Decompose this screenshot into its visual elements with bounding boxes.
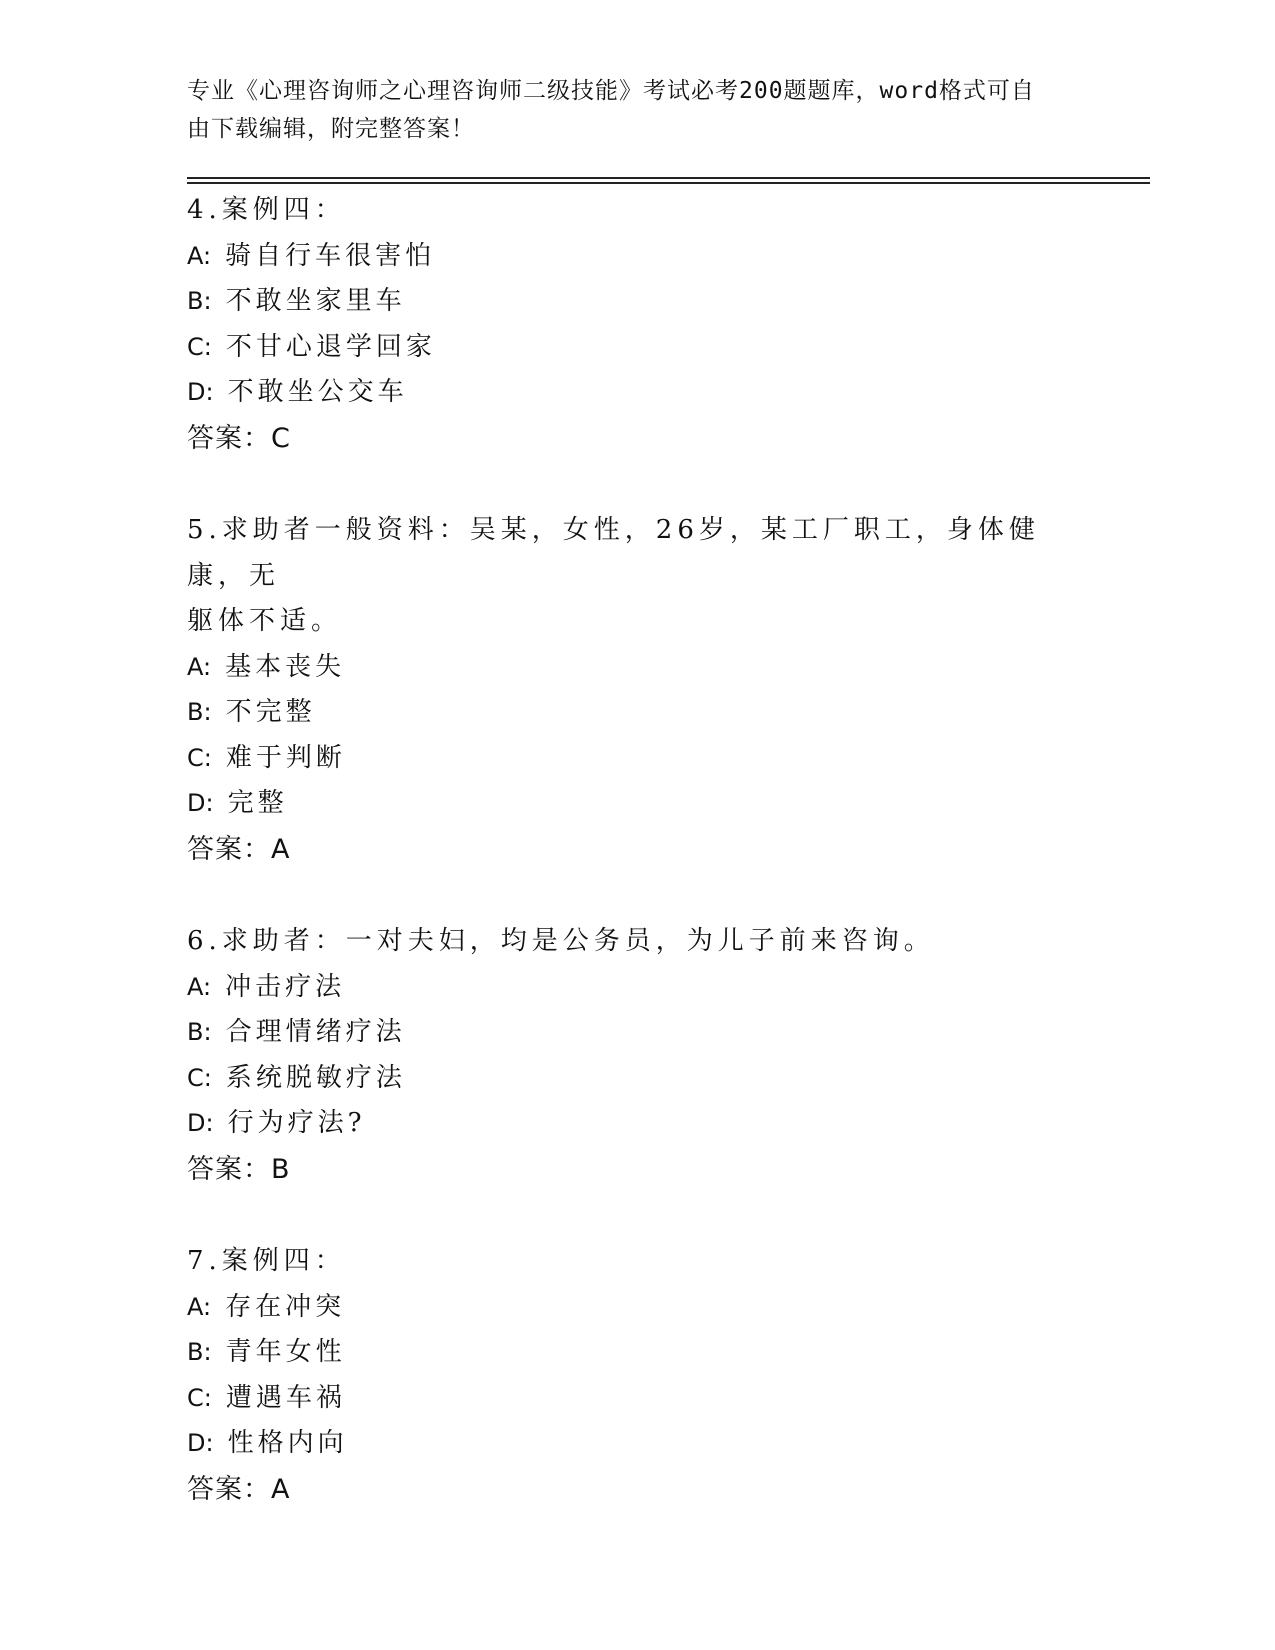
option-text: 难于判断 xyxy=(225,742,346,773)
option-text: 基本丧失 xyxy=(225,651,346,682)
option-text: 不敢坐公交车 xyxy=(227,377,408,407)
option-b xyxy=(187,1330,1067,1376)
question-6 xyxy=(187,919,1067,1192)
answer-line: 答案：A xyxy=(187,833,291,865)
option-letter: D: xyxy=(187,789,214,817)
option-letter: A: xyxy=(187,972,212,1001)
option-text: 存在冲突 xyxy=(225,1291,346,1322)
option-text: 青年女性 xyxy=(225,1337,346,1367)
answer-line: 答案：C xyxy=(187,422,291,454)
option-letter: B: xyxy=(187,698,212,726)
option-d xyxy=(187,781,1067,827)
option-d xyxy=(187,370,1067,416)
option-d xyxy=(187,1421,1067,1467)
option-text: 骑自行车很害怕 xyxy=(225,240,436,271)
option-text: 冲击疗法 xyxy=(225,971,346,1002)
option-c xyxy=(187,736,1067,782)
option-text: 系统脱敏疗法 xyxy=(225,1062,406,1093)
header-divider-bottom xyxy=(187,182,1150,184)
header-divider-top xyxy=(187,177,1150,179)
option-letter: A: xyxy=(187,1292,212,1321)
option-c xyxy=(187,325,1067,371)
option-letter: A: xyxy=(187,652,212,681)
option-letter: B: xyxy=(187,1018,212,1046)
question-4 xyxy=(187,188,1067,461)
option-letter: C: xyxy=(187,332,212,361)
question-list xyxy=(187,188,1067,1559)
header-line-1: 专业《心理咨询师之心理咨询师二级技能》考试必考200题题库，word格式可自 xyxy=(187,78,1035,104)
option-letter: C: xyxy=(187,743,212,772)
option-text: 不敢坐家里车 xyxy=(225,286,406,316)
option-text: 合理情绪疗法 xyxy=(225,1017,406,1047)
option-d xyxy=(187,1101,1067,1147)
question-stem: 6.求助者：一对夫妇，均是公务员，为儿子前来咨询。 xyxy=(187,926,935,956)
question-stem: 5.求助者一般资料：吴某，女性，26岁，某工厂职工，身体健康，无 xyxy=(187,515,1040,591)
option-c xyxy=(187,1056,1067,1102)
question-stem: 4.案例四： xyxy=(187,195,346,225)
option-letter: B: xyxy=(187,287,212,315)
option-a xyxy=(187,234,1067,280)
option-c xyxy=(187,1376,1067,1422)
answer-line: 答案：A xyxy=(187,1473,291,1505)
option-text: 性格内向 xyxy=(227,1428,348,1458)
option-b xyxy=(187,1010,1067,1056)
document-header xyxy=(187,72,1067,148)
option-text: 完整 xyxy=(227,788,288,818)
option-letter: A: xyxy=(187,241,212,270)
answer-line: 答案：B xyxy=(187,1153,291,1185)
option-a xyxy=(187,1285,1067,1331)
header-line-2: 由下载编辑，附完整答案！ xyxy=(187,116,475,142)
option-letter: D: xyxy=(187,1109,214,1137)
option-text: 行为疗法? xyxy=(227,1108,366,1138)
question-stem-continued: 躯体不适。 xyxy=(187,606,343,636)
question-stem: 7.案例四： xyxy=(187,1246,346,1276)
question-7 xyxy=(187,1239,1067,1512)
option-letter: D: xyxy=(187,378,214,406)
option-letter: B: xyxy=(187,1338,212,1366)
option-text: 不甘心退学回家 xyxy=(225,331,436,362)
option-b xyxy=(187,690,1067,736)
option-letter: C: xyxy=(187,1383,212,1412)
option-a xyxy=(187,645,1067,691)
option-text: 不完整 xyxy=(225,697,316,727)
option-letter: C: xyxy=(187,1063,212,1092)
option-b xyxy=(187,279,1067,325)
question-5 xyxy=(187,508,1067,872)
option-text: 遭遇车祸 xyxy=(225,1382,346,1413)
option-letter: D: xyxy=(187,1429,214,1457)
option-a xyxy=(187,965,1067,1011)
